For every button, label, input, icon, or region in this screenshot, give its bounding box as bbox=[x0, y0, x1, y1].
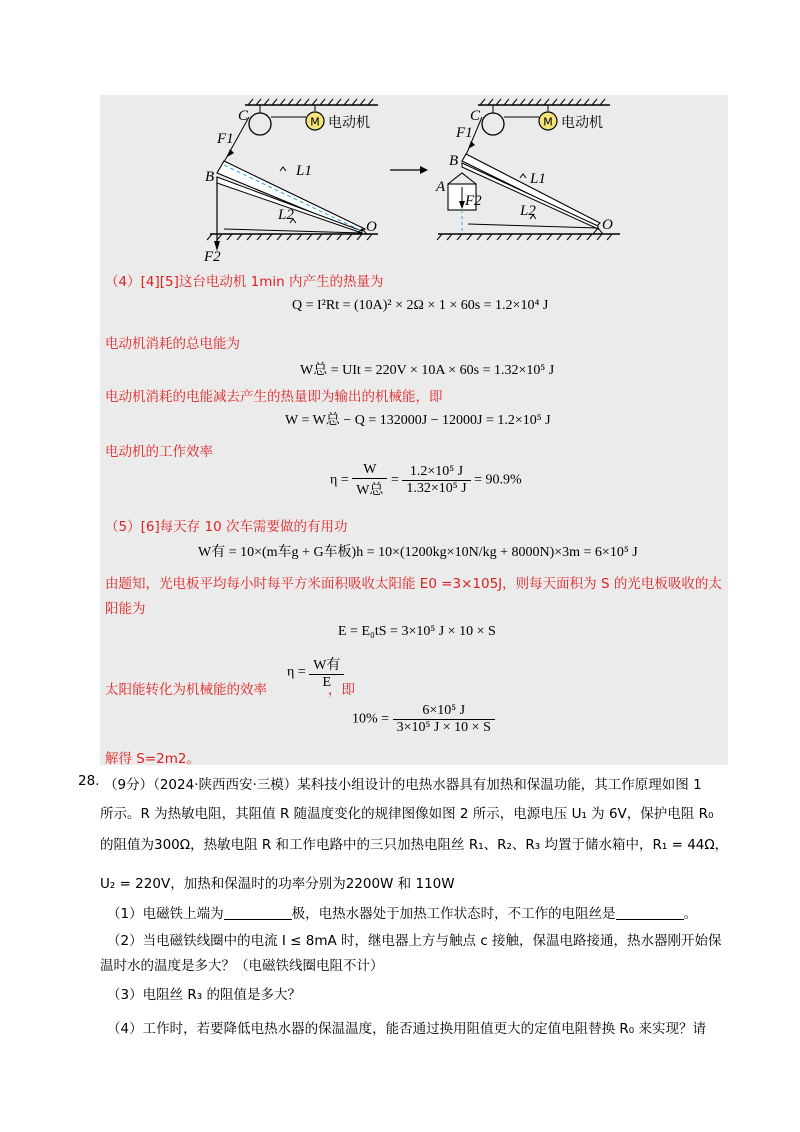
formula-mech-energy: W = W总 − Q = 132000J − 12000J = 1.2×10⁵ J bbox=[285, 413, 551, 428]
question-intro-2: 所示。R 为热敏电阻，其阻值 R 随温度变化的规律图像如图 2 所示，电源电压 U₁ 为 6V，保护电阻 R₀ bbox=[100, 806, 714, 822]
label-c-right: C bbox=[470, 108, 481, 124]
q1-part-c: 。 bbox=[683, 906, 698, 922]
question-2-line-2: 温时水的温度是多大？（电磁铁线圈电阻不计） bbox=[100, 958, 384, 974]
conv-den: E bbox=[322, 675, 332, 690]
label-f2-right: F2 bbox=[465, 193, 482, 209]
formula-efficiency: η = $\frac{W}{\text{W总}}$ = $\frac{\text{1.2×10⁵ J}}{\text{1.32×10⁵ J}}$ = 90.9% bbox=[330, 462, 522, 498]
conv-lhs: η = bbox=[287, 664, 306, 680]
motor-label-right: 电动机 bbox=[561, 115, 603, 131]
question-4: （4）工作时，若要降低电热水器的保温温度，能否通过换用阻值更大的定值电阻替换 R₀ 来实现？请 bbox=[107, 1021, 706, 1037]
lever-figure bbox=[100, 95, 728, 265]
question-number: 28. bbox=[78, 773, 100, 789]
motor-label-left: 电动机 bbox=[328, 115, 370, 131]
formula-solar-energy: E = E₀tS = 3×10⁵ J × 10 × S bbox=[338, 624, 496, 639]
eff-result: = 90.9% bbox=[474, 472, 522, 488]
question-intro-3: 的阻值为300Ω，热敏电阻 R 和工作电路中的三只加热电阻丝 R₁、R₂、R₃ 均置于储水箱中，R₁ = 44Ω， bbox=[100, 837, 729, 853]
q1-blank-resistor[interactable] bbox=[616, 905, 684, 920]
eff-den-2: 1.32×10⁵ J bbox=[406, 481, 467, 496]
result-text: 解得 S=2m2。 bbox=[105, 751, 201, 767]
q1-blank-pole[interactable] bbox=[224, 905, 292, 920]
text-solar-2: 阳能为 bbox=[105, 601, 146, 617]
ten-num: 6×10⁵ J bbox=[393, 703, 495, 720]
label-l1-right: L1 bbox=[530, 171, 546, 187]
label-l2-left: L2 bbox=[278, 207, 294, 223]
formula-heat: Q = I²Rt = (10A)² × 2Ω × 1 × 60s = 1.2×10⁴ J bbox=[292, 298, 549, 313]
label-a-right: A bbox=[436, 179, 446, 195]
label-f1-right: F1 bbox=[456, 125, 473, 141]
label-o-right: O bbox=[602, 217, 613, 233]
text-total-energy: 电动机消耗的总电能为 bbox=[105, 336, 240, 352]
conv-num: W有 bbox=[309, 654, 344, 675]
text-efficiency: 电动机的工作效率 bbox=[105, 444, 213, 460]
eff-den-1: W总 bbox=[356, 483, 384, 498]
text-mech-energy: 电动机消耗的电能减去产生的热量即为输出的机械能，即 bbox=[105, 389, 443, 405]
question-3: （3）电阻丝 R₃ 的阻值是多大？ bbox=[107, 987, 301, 1003]
label-f2-left: F2 bbox=[204, 249, 221, 265]
q1-part-a: （1）电磁铁上端为 bbox=[107, 906, 224, 922]
question-1 bbox=[107, 902, 697, 922]
left-diagram bbox=[203, 99, 378, 265]
question-intro-4: U₂ = 220V，加热和保温时的功率分别为2200W 和 110W bbox=[100, 876, 455, 892]
eff-lhs: η = bbox=[330, 472, 349, 488]
motor-symbol-left: M bbox=[310, 115, 320, 129]
label-b-right: B bbox=[449, 153, 459, 169]
ten-den: 3×10⁵ J × 10 × S bbox=[396, 720, 491, 735]
formula-total-energy: W总 = UIt = 220V × 10A × 60s = 1.32×10⁵ J bbox=[300, 363, 555, 378]
eff-num-1: W bbox=[352, 462, 387, 479]
eff-num-2: 1.2×10⁵ J bbox=[402, 464, 470, 481]
text-conversion: 太阳能转化为机械能的效率 bbox=[105, 682, 267, 698]
text-conversion-tail: ，即 bbox=[328, 682, 355, 698]
eff-fraction-1 bbox=[352, 462, 387, 499]
ten-fraction bbox=[393, 703, 495, 736]
right-diagram bbox=[435, 99, 620, 240]
part4-heading: （4）[4][5]这台电动机 1min 内产生的热量为 bbox=[105, 274, 384, 290]
motor-symbol-right: M bbox=[543, 115, 553, 129]
part5-heading: （5）[6]每天存 10 次车需要做的有用功 bbox=[105, 519, 348, 535]
question-2-line-1: （2）当电磁铁线圈中的电流 I ≤ 8mA 时，继电器上方与触点 c 接触，保温电路接通，热水器刚开始保 bbox=[107, 933, 722, 949]
label-b-left: B bbox=[205, 169, 215, 185]
label-l1-left: L1 bbox=[296, 163, 312, 179]
ten-lhs: 10% = bbox=[352, 711, 390, 727]
label-l2-right: L2 bbox=[520, 203, 536, 219]
label-o-left: O bbox=[366, 219, 377, 235]
formula-useful-work: W有 = 10×(m车g + G车板)h = 10×(1200kg×10N/kg + 8000N)×3m = 6×10⁵ J bbox=[198, 545, 638, 560]
eff-fraction-2 bbox=[402, 464, 470, 497]
question-intro-1: （9分）（2024·陕西西安·三模）某科技小组设计的电热水器具有加热和保温功能，其工作原理如图 1 bbox=[104, 777, 702, 793]
formula-ten-percent bbox=[352, 703, 495, 736]
q1-part-b: 极，电热水器处于加热工作状态时，不工作的电阻丝是 bbox=[291, 906, 616, 922]
text-solar-1: 由题知，光电板平均每小时每平方米面积吸收太阳能 E0 =3×105J，则每天面积为 S 的光电板吸收的太 bbox=[105, 576, 722, 592]
label-f1-left: F1 bbox=[217, 131, 234, 147]
label-c-left: C bbox=[238, 108, 249, 124]
